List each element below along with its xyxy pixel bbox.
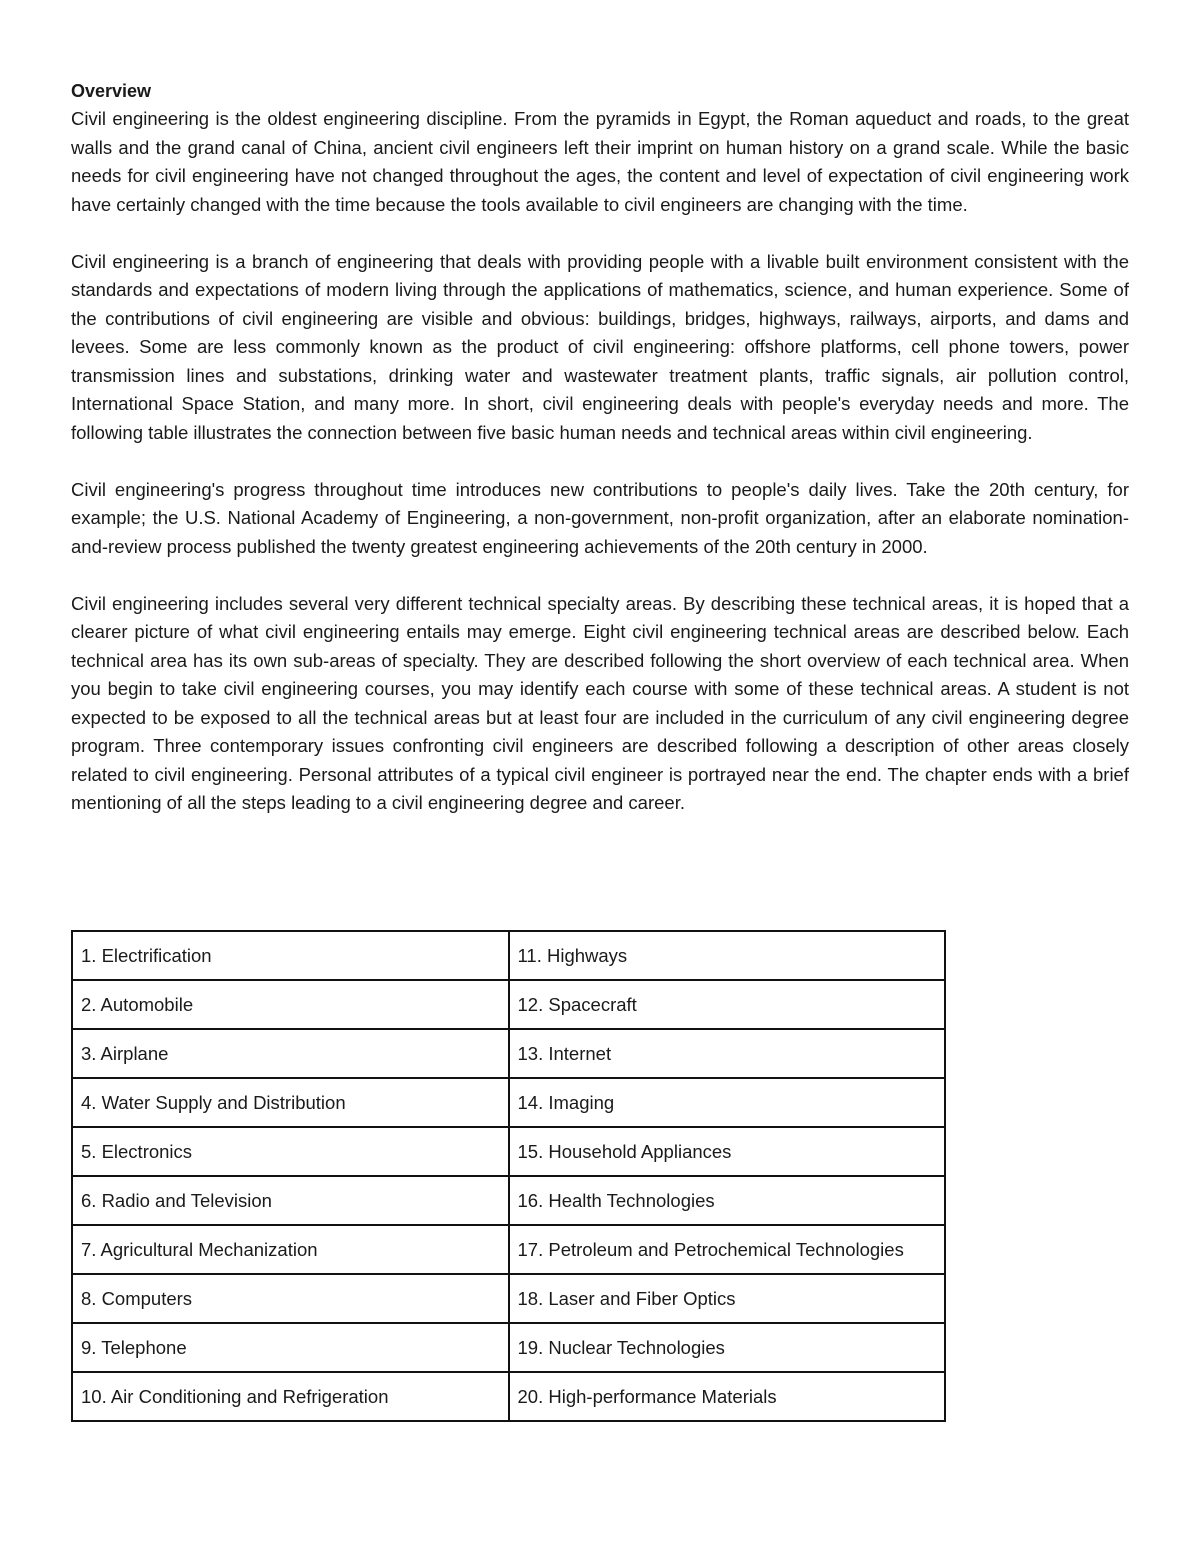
table-cell: 11. Highways (509, 931, 946, 980)
table-cell: 9. Telephone (72, 1323, 509, 1372)
table-cell: 2. Automobile (72, 980, 509, 1029)
table-cell: 15. Household Appliances (509, 1127, 946, 1176)
table-cell: 8. Computers (72, 1274, 509, 1323)
table-cell: 6. Radio and Television (72, 1176, 509, 1225)
table-row (72, 931, 945, 980)
paragraph-4: Civil engineering includes several very different technical specialty areas. By describing these technical areas, it is hoped that a clearer picture of what civil engineering entails may emerge. Eight civil engineering technical areas are described below. Each technical area has its own sub-areas of specialty. They are described following the short overview of each technical area. When you begin to take civil engineering courses, you may identify each course with some of these technical areas. A student is not expected to be exposed to all the technical areas but at least four are included in the curriculum of any civil engineering degree program. Three contemporary issues confronting civil engineers are described following a description of other areas closely related to civil engineering. Personal attributes of a typical civil engineer is portrayed near the end. The chapter ends with a brief mentioning of all the steps leading to a civil engineering degree and career. (71, 592, 1129, 813)
paragraph-2: Civil engineering is a branch of engineering that deals with providing people with a livable built environment consistent with the standards and expectations of modern living through the applications of mathematics, science, and human experience. Some of the contributions of civil engineering are visible and obvious: buildings, bridges, highways, railways, airports, and dams and levees. Some are less commonly known as the product of civil engineering: offshore platforms, cell phone towers, power transmission lines and substations, drinking water and wastewater treatment plants, traffic signals, air pollution control, International Space Station, and many more. In short, civil engineering deals with people's everyday needs and more. The following table illustrates the connection between five basic human needs and technical areas within civil engineering. (71, 250, 1129, 443)
table-row (72, 1029, 945, 1078)
paragraph-1: Civil engineering is the oldest engineering discipline. From the pyramids in Egypt, the Roman aqueduct and roads, to the great walls and the grand canal of China, ancient civil engineers left their imprint on human history on a grand scale. While the basic needs for civil engineering have not changed throughout the ages, the content and level of expectation of civil engineering work have certainly changed with the time because the tools available to civil engineers are changing with the time. (71, 108, 1129, 215)
document-body (71, 77, 1129, 818)
table-cell: 4. Water Supply and Distribution (72, 1078, 509, 1127)
table-row (72, 1127, 945, 1176)
table-row (72, 1323, 945, 1372)
table-cell: 20. High-performance Materials (509, 1372, 946, 1421)
table-cell: 16. Health Technologies (509, 1176, 946, 1225)
table-cell: 14. Imaging (509, 1078, 946, 1127)
table-cell: 17. Petroleum and Petrochemical Technologies (509, 1225, 946, 1274)
table-cell: 18. Laser and Fiber Optics (509, 1274, 946, 1323)
table-cell: 12. Spacecraft (509, 980, 946, 1029)
table-row (72, 980, 945, 1029)
table-cell: 13. Internet (509, 1029, 946, 1078)
table-cell: 19. Nuclear Technologies (509, 1323, 946, 1372)
table-cell: 5. Electronics (72, 1127, 509, 1176)
table-cell: 1. Electrification (72, 931, 509, 980)
achievements-table (71, 930, 946, 1422)
paragraph-3: Civil engineering's progress throughout time introduces new contributions to people's daily lives. Take the 20th century, for example; the U.S. National Academy of Engineering, a non-government, non-profit organization, after an elaborate nomination-and-review process published the twenty greatest engineering achievements of the 20th century in 2000. (71, 478, 1129, 557)
table-row (72, 1372, 945, 1421)
table-row (72, 1176, 945, 1225)
section-heading: Overview (71, 81, 152, 101)
table-cell: 3. Airplane (72, 1029, 509, 1078)
table-row (72, 1274, 945, 1323)
table-cell: 7. Agricultural Mechanization (72, 1225, 509, 1274)
table-row (72, 1225, 945, 1274)
table-row (72, 1078, 945, 1127)
table-cell: 10. Air Conditioning and Refrigeration (72, 1372, 509, 1421)
